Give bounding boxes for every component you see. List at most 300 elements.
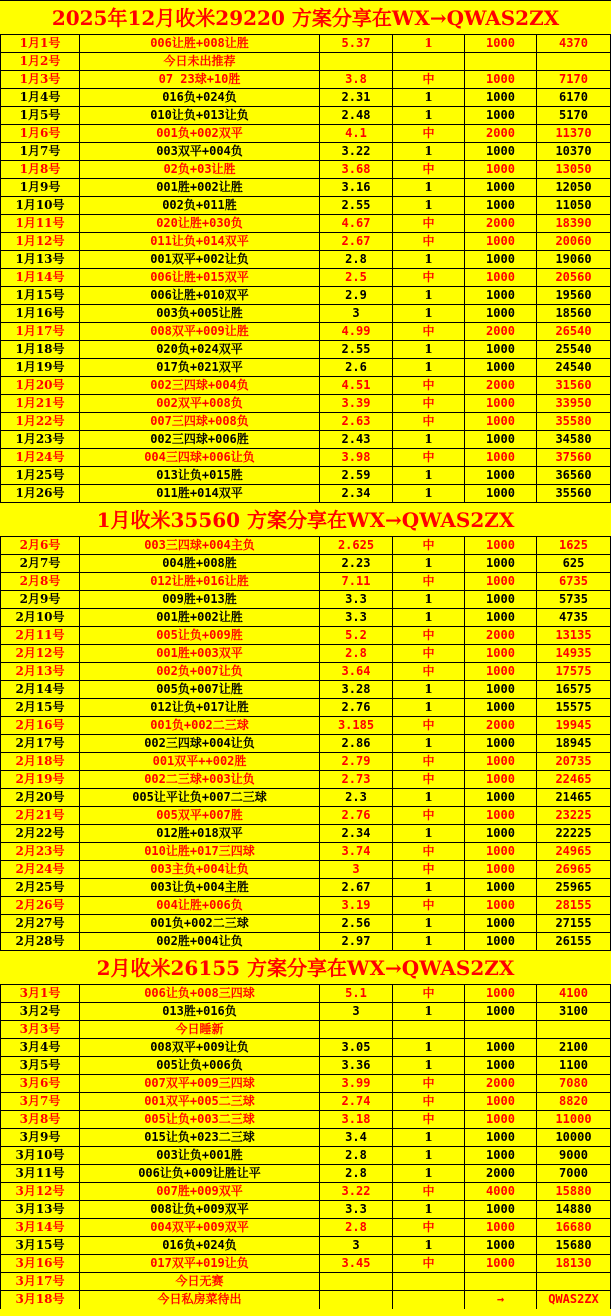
balance-cell: 19945	[537, 717, 611, 734]
balance-cell: 15680	[537, 1237, 611, 1254]
result-cell: 1	[393, 825, 465, 842]
odds-cell: 2.8	[320, 1147, 393, 1164]
balance-cell: 18945	[537, 735, 611, 752]
table-row	[0, 555, 611, 573]
odds-cell: 2.73	[320, 771, 393, 788]
balance-cell: 15575	[537, 699, 611, 716]
balance-cell: 4100	[537, 985, 611, 1002]
result-cell: 1	[393, 251, 465, 268]
odds-cell: 2.625	[320, 537, 393, 554]
pick-cell: 012胜+018双平	[80, 825, 320, 842]
date-cell: 3月8号	[0, 1111, 80, 1128]
pick-cell: 001双平+005二三球	[80, 1093, 320, 1110]
odds-cell: 3.18	[320, 1111, 393, 1128]
table-row	[0, 1093, 611, 1111]
stake-cell: 1000	[465, 107, 537, 124]
odds-cell: 2.6	[320, 359, 393, 376]
table-row	[0, 879, 611, 897]
date-cell: 1月18号	[0, 341, 80, 358]
date-cell: 3月2号	[0, 1003, 80, 1020]
odds-cell: 2.67	[320, 879, 393, 896]
balance-cell: 31560	[537, 377, 611, 394]
stake-cell: 1000	[465, 843, 537, 860]
stake-cell: 1000	[465, 915, 537, 932]
result-cell: 中	[393, 573, 465, 590]
balance-cell: 10000	[537, 1129, 611, 1146]
stake-cell: 1000	[465, 89, 537, 106]
balance-cell: 4735	[537, 609, 611, 626]
date-cell: 3月9号	[0, 1129, 80, 1146]
table-row	[0, 1075, 611, 1093]
result-cell: 中	[393, 1219, 465, 1236]
pick-cell: 004双平+009双平	[80, 1219, 320, 1236]
odds-cell: 3	[320, 861, 393, 878]
odds-cell: 3.64	[320, 663, 393, 680]
stake-cell: →	[465, 1291, 537, 1309]
stake-cell: 1000	[465, 1039, 537, 1056]
stake-cell: 1000	[465, 431, 537, 448]
result-cell: 1	[393, 591, 465, 608]
result-cell: 1	[393, 305, 465, 322]
date-cell: 2月9号	[0, 591, 80, 608]
date-cell: 1月10号	[0, 197, 80, 214]
stake-cell: 1000	[465, 1219, 537, 1236]
balance-cell: 25540	[537, 341, 611, 358]
date-cell: 3月3号	[0, 1021, 80, 1038]
table-row	[0, 215, 611, 233]
balance-cell: 8820	[537, 1093, 611, 1110]
table-row	[0, 431, 611, 449]
table-row	[0, 1057, 611, 1075]
date-cell: 3月7号	[0, 1093, 80, 1110]
date-cell: 3月13号	[0, 1201, 80, 1218]
pick-cell: 009胜+013胜	[80, 591, 320, 608]
date-cell: 3月4号	[0, 1039, 80, 1056]
balance-cell: 9000	[537, 1147, 611, 1164]
result-cell: 1	[393, 341, 465, 358]
table-row	[0, 681, 611, 699]
odds-cell: 2.3	[320, 789, 393, 806]
pick-cell: 010让胜+017三四球	[80, 843, 320, 860]
odds-cell	[320, 53, 393, 70]
pick-cell: 005让平让负+007二三球	[80, 789, 320, 806]
date-cell: 1月23号	[0, 431, 80, 448]
pick-cell: 006让胜+015双平	[80, 269, 320, 286]
pick-cell: 012让负+017让胜	[80, 699, 320, 716]
pick-cell: 003负+005让胜	[80, 305, 320, 322]
date-cell: 1月19号	[0, 359, 80, 376]
date-cell: 2月7号	[0, 555, 80, 572]
balance-cell: 35560	[537, 485, 611, 502]
stake-cell: 1000	[465, 753, 537, 770]
odds-cell: 3.74	[320, 843, 393, 860]
pick-cell: 02负+03让胜	[80, 161, 320, 178]
result-cell: 1	[393, 359, 465, 376]
date-cell: 1月26号	[0, 485, 80, 502]
stake-cell: 1000	[465, 1255, 537, 1272]
table-row	[0, 897, 611, 915]
stake-cell: 1000	[465, 807, 537, 824]
result-cell: 1	[393, 1165, 465, 1182]
date-cell: 3月1号	[0, 985, 80, 1002]
result-cell: 1	[393, 879, 465, 896]
pick-cell: 005让负+009胜	[80, 627, 320, 644]
stake-cell: 1000	[465, 449, 537, 466]
table-row	[0, 1273, 611, 1291]
odds-cell: 2.43	[320, 431, 393, 448]
odds-cell: 3.16	[320, 179, 393, 196]
result-cell: 1	[393, 197, 465, 214]
result-cell: 中	[393, 233, 465, 250]
balance-cell: 20060	[537, 233, 611, 250]
balance-cell: 19560	[537, 287, 611, 304]
odds-cell: 2.63	[320, 413, 393, 430]
odds-cell	[320, 1021, 393, 1038]
stake-cell: 2000	[465, 1075, 537, 1092]
odds-cell: 2.8	[320, 1219, 393, 1236]
pick-cell: 004胜+008胜	[80, 555, 320, 572]
odds-cell: 3.19	[320, 897, 393, 914]
table-row	[0, 233, 611, 251]
stake-cell: 1000	[465, 537, 537, 554]
pick-cell: 07 23球+10胜	[80, 71, 320, 88]
balance-cell: 16680	[537, 1219, 611, 1236]
pick-cell: 002胜+004让负	[80, 933, 320, 950]
balance-cell: 18560	[537, 305, 611, 322]
odds-cell: 3.8	[320, 71, 393, 88]
balance-cell: 18130	[537, 1255, 611, 1272]
date-cell: 2月11号	[0, 627, 80, 644]
result-cell: 中	[393, 1111, 465, 1128]
table-row	[0, 915, 611, 933]
stake-cell: 1000	[465, 699, 537, 716]
date-cell: 1月11号	[0, 215, 80, 232]
table-row	[0, 1237, 611, 1255]
balance-cell: 20560	[537, 269, 611, 286]
pick-cell: 今日未出推荐	[80, 53, 320, 70]
result-cell: 1	[393, 89, 465, 106]
stake-cell: 1000	[465, 197, 537, 214]
date-cell: 1月5号	[0, 107, 80, 124]
table-row	[0, 753, 611, 771]
result-cell: 中	[393, 125, 465, 142]
date-cell: 1月16号	[0, 305, 80, 322]
balance-cell	[537, 1021, 611, 1038]
table-row	[0, 1147, 611, 1165]
table-row	[0, 287, 611, 305]
stake-cell: 1000	[465, 789, 537, 806]
result-cell: 1	[393, 699, 465, 716]
pick-cell: 011让负+014双平	[80, 233, 320, 250]
date-cell: 1月21号	[0, 395, 80, 412]
result-cell: 中	[393, 215, 465, 232]
result-cell: 中	[393, 843, 465, 860]
result-cell: 中	[393, 1255, 465, 1272]
table-row	[0, 485, 611, 503]
odds-cell: 7.11	[320, 573, 393, 590]
stake-cell: 1000	[465, 771, 537, 788]
stake-cell: 1000	[465, 1129, 537, 1146]
table-row	[0, 861, 611, 879]
date-cell: 1月12号	[0, 233, 80, 250]
date-cell: 3月12号	[0, 1183, 80, 1200]
date-cell: 3月17号	[0, 1273, 80, 1290]
balance-cell: 12050	[537, 179, 611, 196]
odds-cell: 3.39	[320, 395, 393, 412]
pick-cell: 002三四球+004让负	[80, 735, 320, 752]
pick-cell: 002二三球+003让负	[80, 771, 320, 788]
stake-cell: 1000	[465, 485, 537, 502]
stake-cell: 1000	[465, 1237, 537, 1254]
result-cell: 1	[393, 915, 465, 932]
result-cell: 1	[393, 107, 465, 124]
table-row	[0, 1219, 611, 1237]
stake-cell: 1000	[465, 305, 537, 322]
stake-cell: 1000	[465, 985, 537, 1002]
date-cell: 2月19号	[0, 771, 80, 788]
balance-cell	[537, 53, 611, 70]
balance-cell: 19060	[537, 251, 611, 268]
pick-cell: 004让胜+006负	[80, 897, 320, 914]
table-row	[0, 735, 611, 753]
odds-cell: 2.34	[320, 825, 393, 842]
odds-cell: 3.28	[320, 681, 393, 698]
stake-cell: 1000	[465, 897, 537, 914]
stake-cell: 4000	[465, 1183, 537, 1200]
result-cell: 1	[393, 789, 465, 806]
pick-cell: 001负+002二三球	[80, 915, 320, 932]
balance-cell: 14935	[537, 645, 611, 662]
odds-cell: 2.79	[320, 753, 393, 770]
balance-cell: 26540	[537, 323, 611, 340]
pick-cell: 003主负+004让负	[80, 861, 320, 878]
pick-cell: 013胜+016负	[80, 1003, 320, 1020]
stake-cell: 1000	[465, 663, 537, 680]
date-cell: 1月17号	[0, 323, 80, 340]
pick-cell: 007三四球+008负	[80, 413, 320, 430]
table-row	[0, 305, 611, 323]
pick-cell: 001胜+003双平	[80, 645, 320, 662]
result-cell: 中	[393, 1075, 465, 1092]
date-cell: 1月2号	[0, 53, 80, 70]
table-row	[0, 269, 611, 287]
balance-cell	[537, 1273, 611, 1290]
pick-cell: 005双平+007胜	[80, 807, 320, 824]
stake-cell: 1000	[465, 879, 537, 896]
stake-cell: 1000	[465, 1057, 537, 1074]
pick-cell: 今日无赛	[80, 1273, 320, 1290]
balance-cell: 37560	[537, 449, 611, 466]
pick-cell: 008双平+009让胜	[80, 323, 320, 340]
pick-cell: 004三四球+006让负	[80, 449, 320, 466]
stake-cell: 1000	[465, 395, 537, 412]
date-cell: 2月26号	[0, 897, 80, 914]
table-row	[0, 71, 611, 89]
result-cell: 中	[393, 1093, 465, 1110]
result-cell: 1	[393, 1003, 465, 1020]
date-cell: 1月3号	[0, 71, 80, 88]
pick-cell: 011胜+014双平	[80, 485, 320, 502]
table-row	[0, 197, 611, 215]
pick-cell: 020让胜+030负	[80, 215, 320, 232]
date-cell: 3月5号	[0, 1057, 80, 1074]
balance-cell: 5735	[537, 591, 611, 608]
odds-cell: 3.22	[320, 1183, 393, 1200]
result-cell: 中	[393, 377, 465, 394]
date-cell: 2月23号	[0, 843, 80, 860]
balance-cell: 7080	[537, 1075, 611, 1092]
date-cell: 3月10号	[0, 1147, 80, 1164]
date-cell: 1月24号	[0, 449, 80, 466]
pick-cell: 005负+007让胜	[80, 681, 320, 698]
pick-cell: 001双平+002让负	[80, 251, 320, 268]
balance-cell: 33950	[537, 395, 611, 412]
balance-cell: 24965	[537, 843, 611, 860]
odds-cell: 3.185	[320, 717, 393, 734]
balance-cell: 11370	[537, 125, 611, 142]
odds-cell: 3.22	[320, 143, 393, 160]
pick-cell: 今日私房菜待出	[80, 1291, 320, 1309]
result-cell: 中	[393, 269, 465, 286]
date-cell: 1月22号	[0, 413, 80, 430]
result-cell: 1	[393, 555, 465, 572]
table-row	[0, 395, 611, 413]
odds-cell	[320, 1273, 393, 1290]
pick-cell: 003让负+001胜	[80, 1147, 320, 1164]
pick-cell: 001双平++002胜	[80, 753, 320, 770]
odds-cell	[320, 1291, 393, 1309]
section-banner: 2025年12月收米29220 方案分享在WX→QWAS2ZX	[0, 1, 611, 35]
stake-cell: 2000	[465, 125, 537, 142]
table-row	[0, 573, 611, 591]
date-cell: 2月27号	[0, 915, 80, 932]
odds-cell: 4.67	[320, 215, 393, 232]
result-cell: 中	[393, 861, 465, 878]
result-cell: 中	[393, 645, 465, 662]
result-cell: 中	[393, 985, 465, 1002]
date-cell: 3月16号	[0, 1255, 80, 1272]
stake-cell: 1000	[465, 861, 537, 878]
stake-cell: 1000	[465, 735, 537, 752]
odds-cell: 2.55	[320, 341, 393, 358]
result-cell: 1	[393, 1147, 465, 1164]
pick-cell: 003三四球+004主负	[80, 537, 320, 554]
stake-cell: 2000	[465, 215, 537, 232]
odds-cell: 2.76	[320, 807, 393, 824]
balance-cell: 17575	[537, 663, 611, 680]
odds-cell: 5.37	[320, 35, 393, 52]
stake-cell: 1000	[465, 573, 537, 590]
result-cell: 中	[393, 771, 465, 788]
odds-cell: 3.4	[320, 1129, 393, 1146]
balance-cell: 625	[537, 555, 611, 572]
table-row	[0, 1291, 611, 1309]
stake-cell: 1000	[465, 555, 537, 572]
pick-cell: 007胜+009双平	[80, 1183, 320, 1200]
result-cell: 中	[393, 627, 465, 644]
table-row	[0, 825, 611, 843]
stake-cell: 1000	[465, 645, 537, 662]
odds-cell: 3.45	[320, 1255, 393, 1272]
table-row	[0, 537, 611, 555]
pick-cell: 012让胜+016让胜	[80, 573, 320, 590]
balance-cell: 5170	[537, 107, 611, 124]
pick-cell: 003让负+004主胜	[80, 879, 320, 896]
date-cell: 2月21号	[0, 807, 80, 824]
balance-cell: 23225	[537, 807, 611, 824]
pick-cell: 020负+024双平	[80, 341, 320, 358]
stake-cell	[465, 1021, 537, 1038]
date-cell: 2月10号	[0, 609, 80, 626]
balance-cell: 26155	[537, 933, 611, 950]
odds-cell: 2.8	[320, 645, 393, 662]
result-cell: 中	[393, 413, 465, 430]
result-cell: 1	[393, 1057, 465, 1074]
odds-cell: 5.1	[320, 985, 393, 1002]
balance-cell: QWAS2ZX	[537, 1291, 611, 1309]
table-row	[0, 377, 611, 395]
balance-cell: 26965	[537, 861, 611, 878]
pick-cell: 013让负+015胜	[80, 467, 320, 484]
balance-cell: 13135	[537, 627, 611, 644]
result-cell: 中	[393, 449, 465, 466]
table-row	[0, 645, 611, 663]
result-cell: 1	[393, 1129, 465, 1146]
table-row	[0, 449, 611, 467]
section-banner: 1月收米35560 方案分享在WX→QWAS2ZX	[0, 503, 611, 537]
pick-cell: 003双平+004负	[80, 143, 320, 160]
odds-cell: 3	[320, 1003, 393, 1020]
balance-cell: 22465	[537, 771, 611, 788]
date-cell: 3月15号	[0, 1237, 80, 1254]
date-cell: 3月18号	[0, 1291, 80, 1309]
table-row	[0, 1165, 611, 1183]
table-row	[0, 699, 611, 717]
date-cell: 2月22号	[0, 825, 80, 842]
date-cell: 2月14号	[0, 681, 80, 698]
stake-cell: 1000	[465, 1111, 537, 1128]
pick-cell: 002双平+008负	[80, 395, 320, 412]
table-row	[0, 467, 611, 485]
odds-cell: 3.3	[320, 1201, 393, 1218]
result-cell: 1	[393, 179, 465, 196]
odds-cell: 2.34	[320, 485, 393, 502]
stake-cell: 2000	[465, 377, 537, 394]
date-cell: 2月8号	[0, 573, 80, 590]
stake-cell: 1000	[465, 1003, 537, 1020]
odds-cell: 3.3	[320, 591, 393, 608]
balance-cell: 14880	[537, 1201, 611, 1218]
odds-cell: 2.56	[320, 915, 393, 932]
result-cell	[393, 1291, 465, 1309]
balance-cell: 11000	[537, 1111, 611, 1128]
date-cell: 2月15号	[0, 699, 80, 716]
table-row	[0, 53, 611, 71]
stake-cell	[465, 53, 537, 70]
pick-cell: 002三四球+004负	[80, 377, 320, 394]
balance-cell: 6170	[537, 89, 611, 106]
result-cell: 1	[393, 431, 465, 448]
stake-cell: 1000	[465, 35, 537, 52]
date-cell: 2月17号	[0, 735, 80, 752]
balance-cell: 11050	[537, 197, 611, 214]
result-cell: 中	[393, 807, 465, 824]
result-cell: 1	[393, 143, 465, 160]
balance-cell: 36560	[537, 467, 611, 484]
table-row	[0, 359, 611, 377]
table-row	[0, 251, 611, 269]
result-cell: 中	[393, 897, 465, 914]
